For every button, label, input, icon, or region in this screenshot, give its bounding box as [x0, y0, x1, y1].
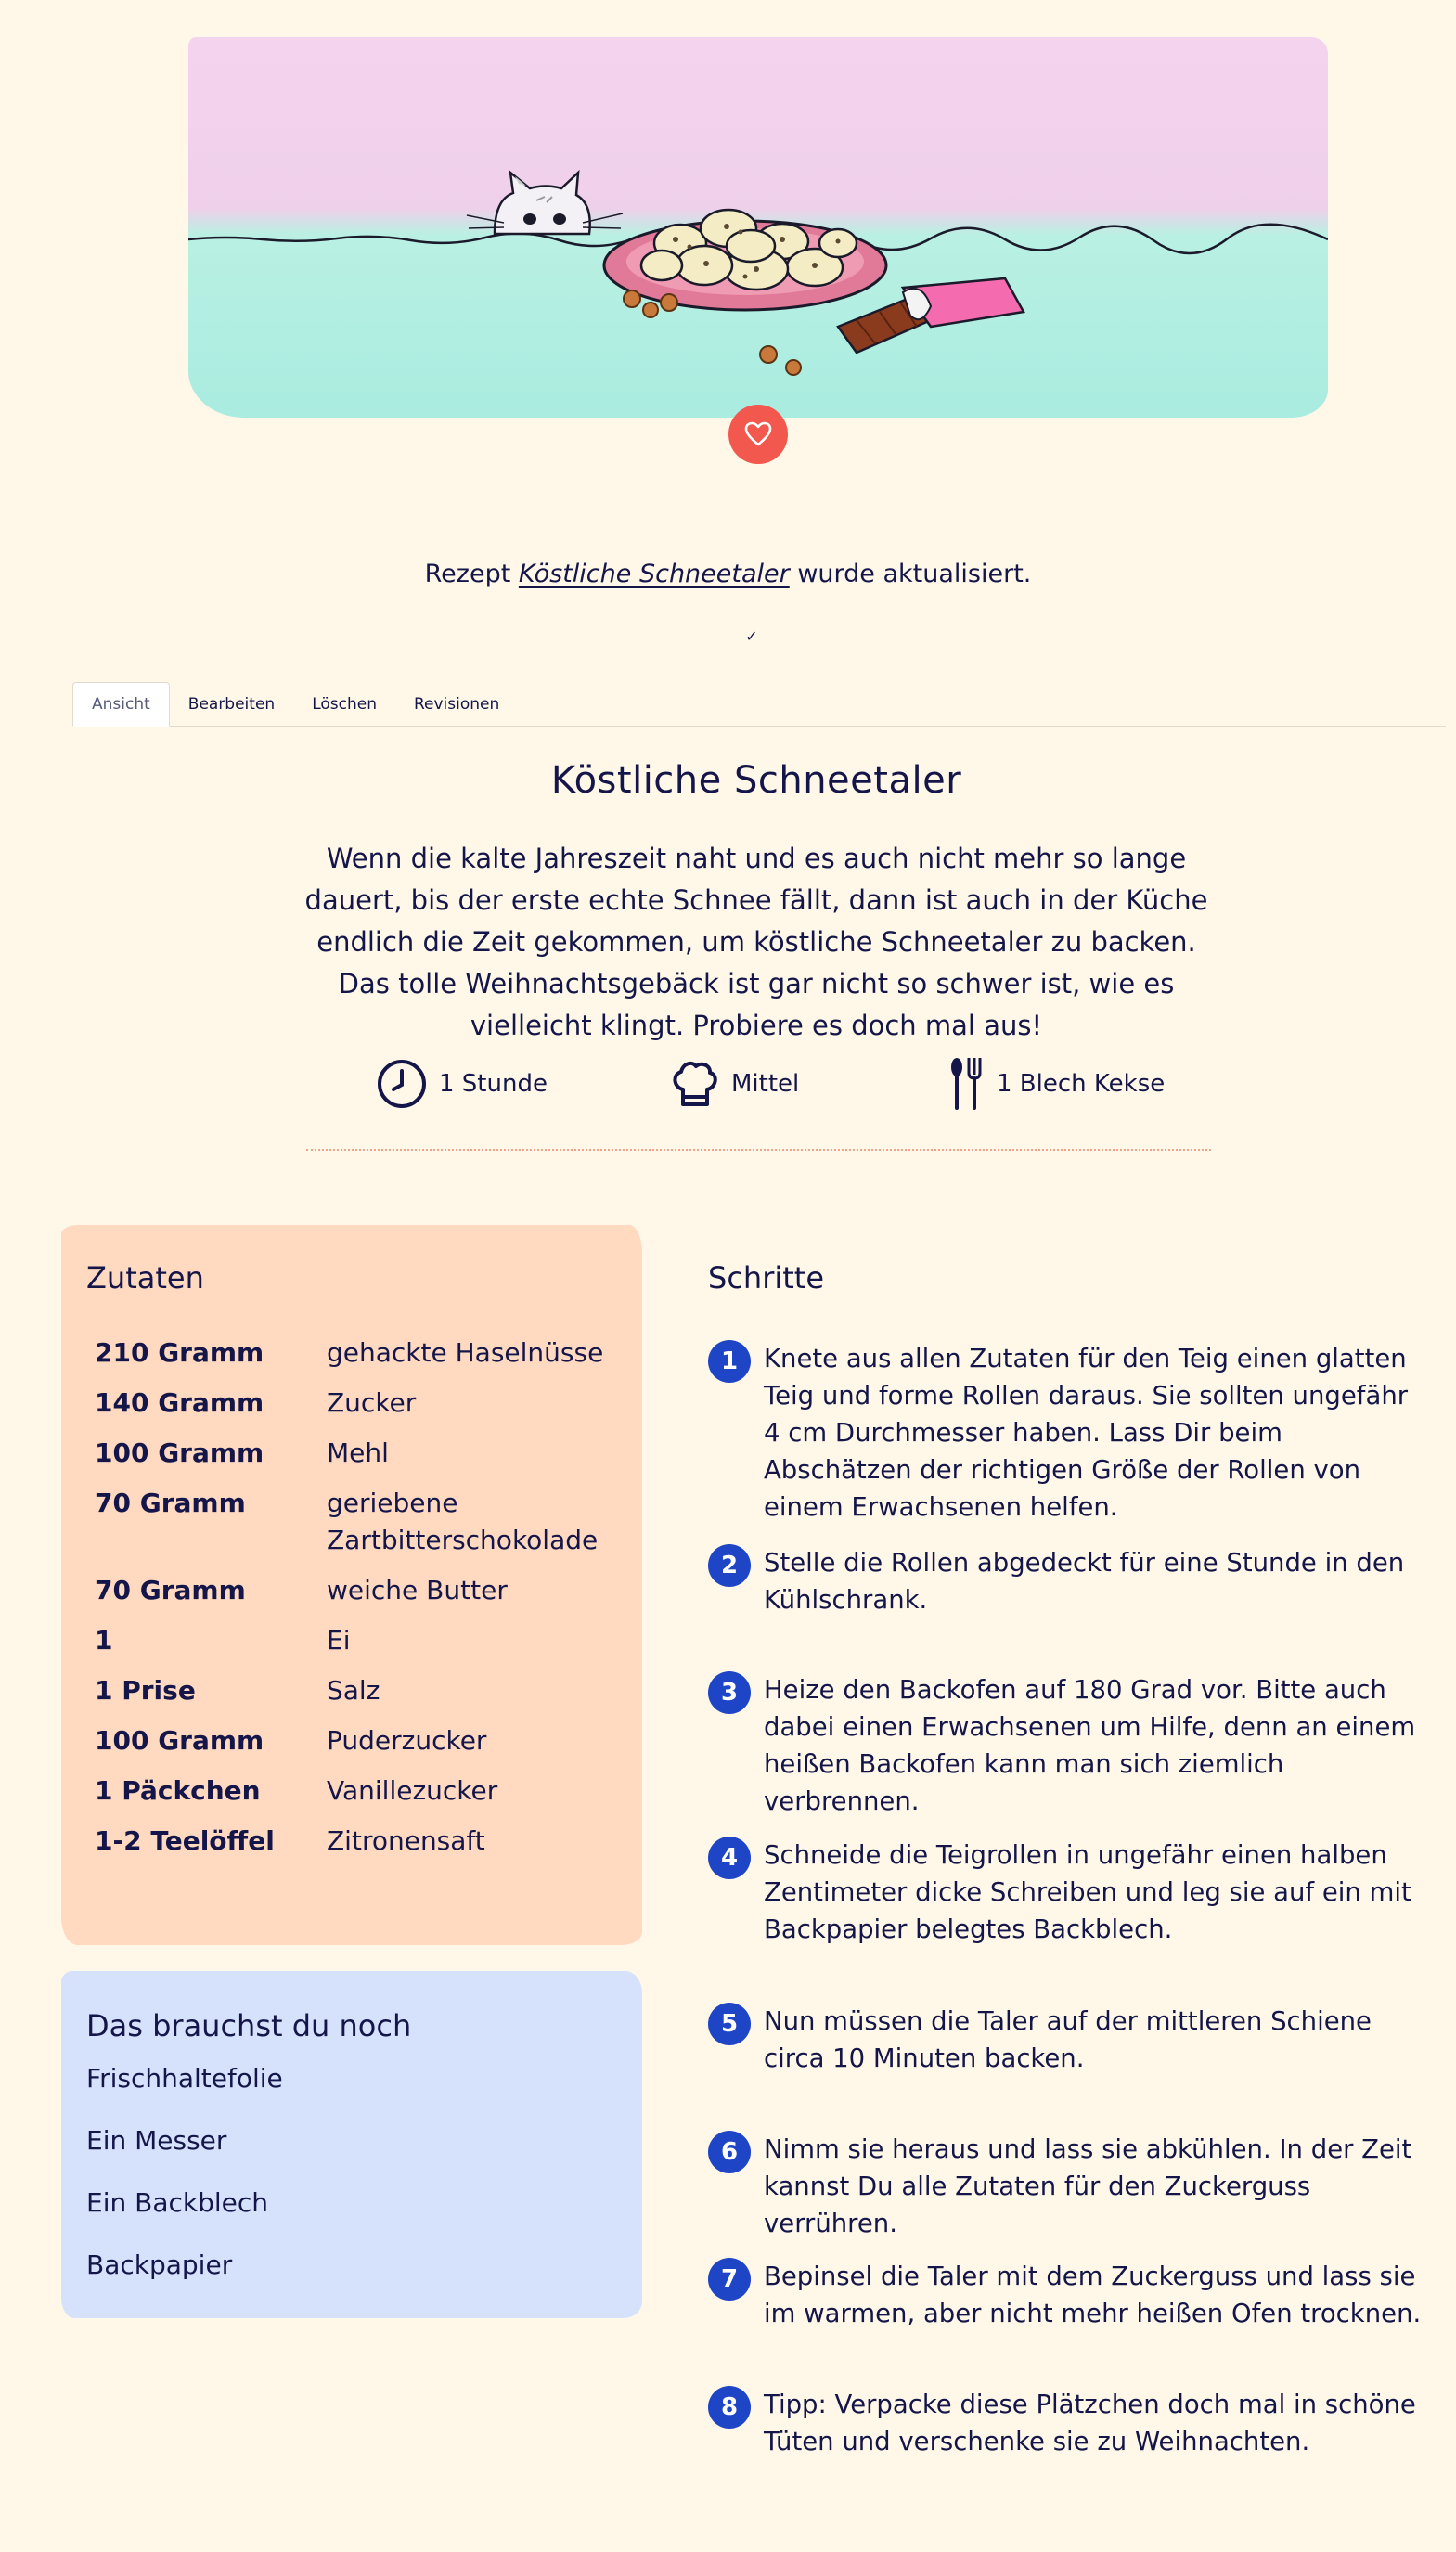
ingredient-row	[95, 1672, 614, 1709]
equipment-item: Backpapier	[86, 2249, 233, 2280]
ingredient-amount: 70 Gramm	[95, 1488, 246, 1518]
hero-illustration	[188, 37, 1328, 418]
ingredient-name: Ei	[327, 1625, 351, 1656]
page-title: Köstliche Schneetaler	[550, 759, 962, 802]
cookie-icon	[641, 210, 857, 290]
status-message	[0, 560, 1456, 588]
step-number-badge: 3	[708, 1671, 751, 1714]
tab-ansicht[interactable]: Ansicht	[72, 682, 170, 727]
ingredient-row	[95, 1385, 614, 1422]
heart-icon	[744, 421, 772, 447]
check-icon: ✓	[745, 627, 758, 645]
step-number-badge: 6	[708, 2131, 751, 2173]
chef-hat-icon	[668, 1058, 720, 1110]
cutlery-icon	[948, 1056, 986, 1112]
step-text: Tipp: Verpacke diese Plätzchen doch mal in schöne Tüten und verschenke sie zu Weihnachten.	[764, 2390, 1416, 2456]
ingredient-name: gehackte Haselnüsse	[327, 1337, 604, 1368]
status-suffix: wurde aktualisiert.	[797, 560, 1032, 588]
equipment-list	[86, 2060, 283, 2309]
step-item	[708, 2386, 1432, 2460]
ingredients-table	[95, 1334, 614, 1873]
step-number-badge: 2	[708, 1544, 751, 1587]
step-item	[708, 1671, 1432, 1820]
meta-level-label: Mittel	[731, 1070, 800, 1098]
ingredient-amount: 1 Päckchen	[95, 1775, 261, 1806]
step-text: Knete aus allen Zutaten für den Teig einen glatten Teig und forme Rollen daraus. Sie sollten ungefähr 4 cm Durchmesser haben. Lass Dir beim Abschätzen der richtigen Größe der Rollen von einem Erwachsenen helfen.	[764, 1344, 1409, 1522]
ingredient-amount: 210 Gramm	[95, 1337, 264, 1368]
step-item	[708, 2131, 1432, 2242]
tab-revisionen[interactable]: Revisionen	[413, 695, 500, 714]
ingredients-title: Zutaten	[86, 1260, 204, 1295]
tab-loeschen[interactable]: Löschen	[312, 695, 377, 714]
ingredient-amount: 70 Gramm	[95, 1575, 246, 1605]
step-number-badge: 8	[708, 2386, 751, 2429]
ingredient-name: Vanillezucker	[327, 1775, 498, 1806]
meta-yield-label: 1 Blech Kekse	[997, 1070, 1166, 1098]
ingredient-name: Zitronensaft	[327, 1825, 485, 1856]
step-text: Nun müssen die Taler auf der mittleren Schiene circa 10 Minuten backen.	[764, 2006, 1372, 2073]
equipment-item: Frischhaltefolie	[86, 2063, 283, 2094]
step-number-badge: 5	[708, 2003, 751, 2045]
ingredient-name: Salz	[327, 1675, 380, 1706]
ingredient-amount: 1	[95, 1625, 113, 1656]
favorite-button[interactable]	[728, 405, 788, 464]
meta-time-label: 1 Stunde	[439, 1070, 548, 1098]
meta-time	[376, 1056, 548, 1112]
step-item	[708, 2258, 1432, 2332]
ingredient-row	[95, 1823, 614, 1860]
tab-bearbeiten[interactable]: Bearbeiten	[187, 695, 276, 714]
ingredient-row	[95, 1334, 614, 1372]
equipment-title: Das brauchst du noch	[86, 2008, 412, 2043]
equipment-box	[61, 1971, 642, 2318]
step-item	[708, 1837, 1432, 1948]
status-prefix: Rezept	[424, 560, 511, 588]
recipe-link[interactable]: Köstliche Schneetaler	[518, 560, 790, 588]
step-number-badge: 4	[708, 1837, 751, 1879]
ingredient-name: Zucker	[327, 1387, 417, 1418]
ingredient-row	[95, 1485, 614, 1559]
step-text: Bepinsel die Taler mit dem Zuckerguss und lass sie im warmen, aber nicht mehr heißen Ofen trocknen.	[764, 2262, 1422, 2328]
clock-icon	[376, 1058, 428, 1110]
ingredient-row	[95, 1622, 614, 1659]
meta-yield	[948, 1056, 1165, 1112]
ingredient-amount: 100 Gramm	[95, 1725, 264, 1756]
step-item	[708, 2003, 1432, 2077]
cat-cookies-illustration	[188, 37, 1328, 418]
tab-bar	[72, 683, 1446, 727]
step-item	[708, 1340, 1432, 1526]
divider	[306, 1149, 1211, 1151]
ingredient-name: Puderzucker	[327, 1725, 487, 1756]
ingredient-row	[95, 1772, 614, 1810]
ingredient-amount: 1-2 Teelöffel	[95, 1825, 275, 1856]
step-text: Nimm sie heraus und lass sie abkühlen. In der Zeit kannst Du alle Zutaten für den Zuckerguss verrühren.	[764, 2134, 1412, 2238]
step-text: Heize den Backofen auf 180 Grad vor. Bitte auch dabei einen Erwachsenen um Hilfe, denn an einem heißen Backofen kann man sich ziemlich verbrennen.	[764, 1675, 1416, 1816]
equipment-item: Ein Backblech	[86, 2187, 269, 2218]
equipment-item: Ein Messer	[86, 2125, 227, 2156]
ingredient-row	[95, 1572, 614, 1609]
step-text: Schneide die Teigrollen in ungefähr einen halben Zentimeter dicke Schreiben und leg sie auf ein mit Backpapier belegtes Backblech.	[764, 1840, 1411, 1944]
ingredients-box	[61, 1225, 642, 1945]
step-number-badge: 1	[708, 1340, 751, 1383]
step-number-badge: 7	[708, 2258, 751, 2301]
ingredient-name: geriebene Zartbitterschokolade	[327, 1488, 599, 1555]
ingredient-name: Mehl	[327, 1437, 389, 1468]
ingredient-row	[95, 1722, 614, 1759]
cat-icon	[467, 173, 623, 234]
ingredient-amount: 140 Gramm	[95, 1387, 264, 1418]
step-item	[708, 1544, 1432, 1618]
ingredient-amount: 100 Gramm	[95, 1437, 264, 1468]
recipe-intro: Wenn die kalte Jahreszeit naht und es auch nicht mehr so lange dauert, bis der erste echte Schnee fällt, dann ist auch in der Küche endlich die Zeit gekommen, um köstliche Schneetaler zu backen. Das tolle Weihnachtsgebäck ist gar nicht so schwer ist, wie es vielleicht klingt. Probiere es doch mal aus!	[304, 843, 1208, 1041]
steps-title: Schritte	[708, 1260, 825, 1295]
step-text: Stelle die Rollen abgedeckt für eine Stunde in den Kühlschrank.	[764, 1548, 1405, 1615]
ingredient-row	[95, 1435, 614, 1472]
ingredient-name: weiche Butter	[327, 1575, 508, 1605]
ingredient-amount: 1 Prise	[95, 1675, 196, 1706]
meta-level	[668, 1056, 799, 1112]
